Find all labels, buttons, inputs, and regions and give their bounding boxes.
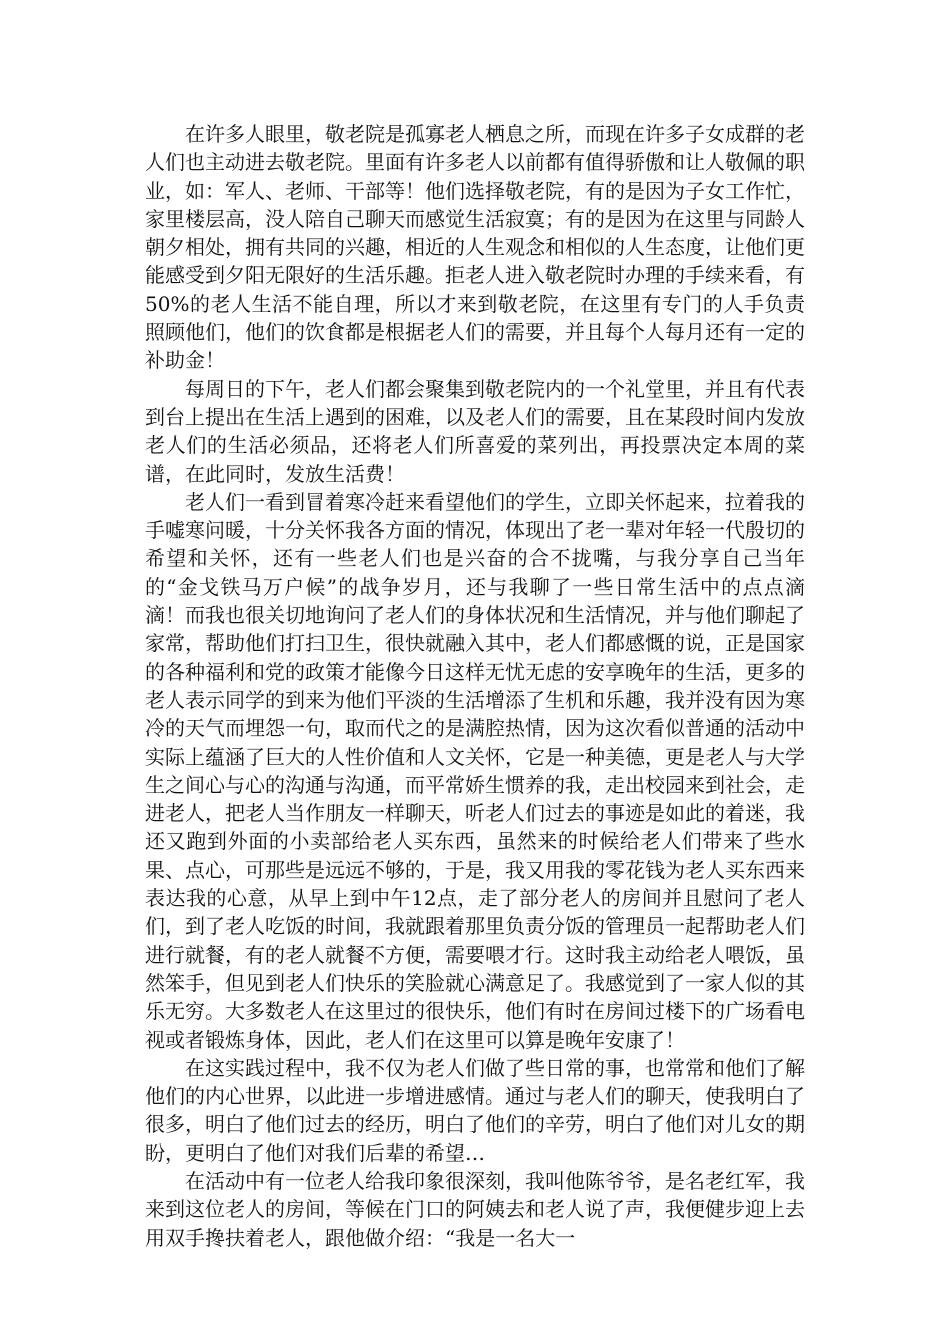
paragraph-2: 每周日的下午，老人们都会聚集到敬老院内的一个礼堂里，并且有代表到台上提出在生活上遇到的困难，以及老人们的需要，且在某段时间内发放老人们的生活必须品，还将老人们所喜爱的菜列出，再投票决定本周的菜谱，在此同时，发放生活费！ bbox=[145, 376, 805, 486]
paragraph-3: 老人们一看到冒着寒冷赶来看望他们的学生，立即关怀起来，拉着我的手嘘寒问暖，十分关怀我各方面的情况，体现出了老一辈对年轻一代殷切的希望和关怀，还有一些老人们也是兴奋的合不拢嘴，与我分享自己当年的“金戈铁马万户候”的战争岁月，还与我聊了一些日常生活中的点点滴滴！而我也很关切地询问了老人们的身体状况和生活情况，并与他们聊起了家常，帮助他们打扫卫生，很快就融入其中，老人们都感慨的说，正是国家的各种福利和党的政策才能像今日这样无忧无虑的安享晚年的生活，更多的老人表示同学的到来为他们平淡的生活增添了生机和乐趣，我并没有因为寒冷的天气而埋怨一句，取而代之的是满腔热情，因为这次看似普通的活动中实际上蕴涵了巨大的人性价值和人文关怀，它是一种美德，更是老人与大学生之间心与心的沟通与沟通，而平常娇生惯养的我，走出校园来到社会，走进老人，把老人当作朋友一样聊天，听老人们过去的事迹是如此的着迷，我还又跑到外面的小卖部给老人买东西，虽然来的时候给老人们带来了些水果、点心，可那些是远远不够的，于是，我又用我的零花钱为老人买东西来表达我的心意，从早上到中午12点，走了部分老人的房间并且慰问了老人们，到了老人吃饭的时间，我就跟着那里负责分饭的管理员一起帮助老人们进行就餐，有的老人就餐不方便，需要喂才行。这时我主动给老人喂饭，虽然笨手，但见到老人们快乐的笑脸就心满意足了。我感觉到了一家人似的其乐无穷。大多数老人在这里过的很快乐，他们有时在房间过楼下的广场看电视或者锻炼身体，因此，老人们在这里可以算是晚年安康了！ bbox=[145, 489, 805, 1052]
paragraph-4: 在这实践过程中，我不仅为老人们做了些日常的事，也常常和他们了解他们的内心世界，以此进一步增进感情。通过与老人们的聊天，使我明白了很多，明白了他们过去的经历，明白了他们的辛劳，明白了他们对儿女的期盼，更明白了他们对我们后辈的希望… bbox=[145, 1055, 805, 1165]
document-body bbox=[145, 120, 805, 1252]
paragraph-5: 在活动中有一位老人给我印象很深刻，我叫他陈爷爷，是名老红军，我来到这位老人的房间，等候在门口的阿姨去和老人说了声，我便健步迎上去用双手搀扶着老人，跟他做介绍：“我是一名大一 bbox=[145, 1168, 805, 1250]
paragraph-1: 在许多人眼里，敬老院是孤寡老人栖息之所，而现在许多子女成群的老人们也主动进去敬老院。里面有许多老人以前都有值得骄傲和让人敬佩的职业，如：军人、老师、干部等！他们选择敬老院，有的是因为子女工作忙，家里楼层高，没人陪自己聊天而感觉生活寂寞；有的是因为在这里与同龄人朝夕相处，拥有共同的兴趣，相近的人生观念和相似的人生态度，让他们更能感受到夕阳无限好的生活乐趣。拒老人进入敬老院时办理的手续来看，有50%的老人生活不能自理，所以才来到敬老院，在这里有专门的人手负责照顾他们，他们的饮食都是根据老人们的需要，并且每个人每月还有一定的补助金！ bbox=[145, 122, 805, 373]
